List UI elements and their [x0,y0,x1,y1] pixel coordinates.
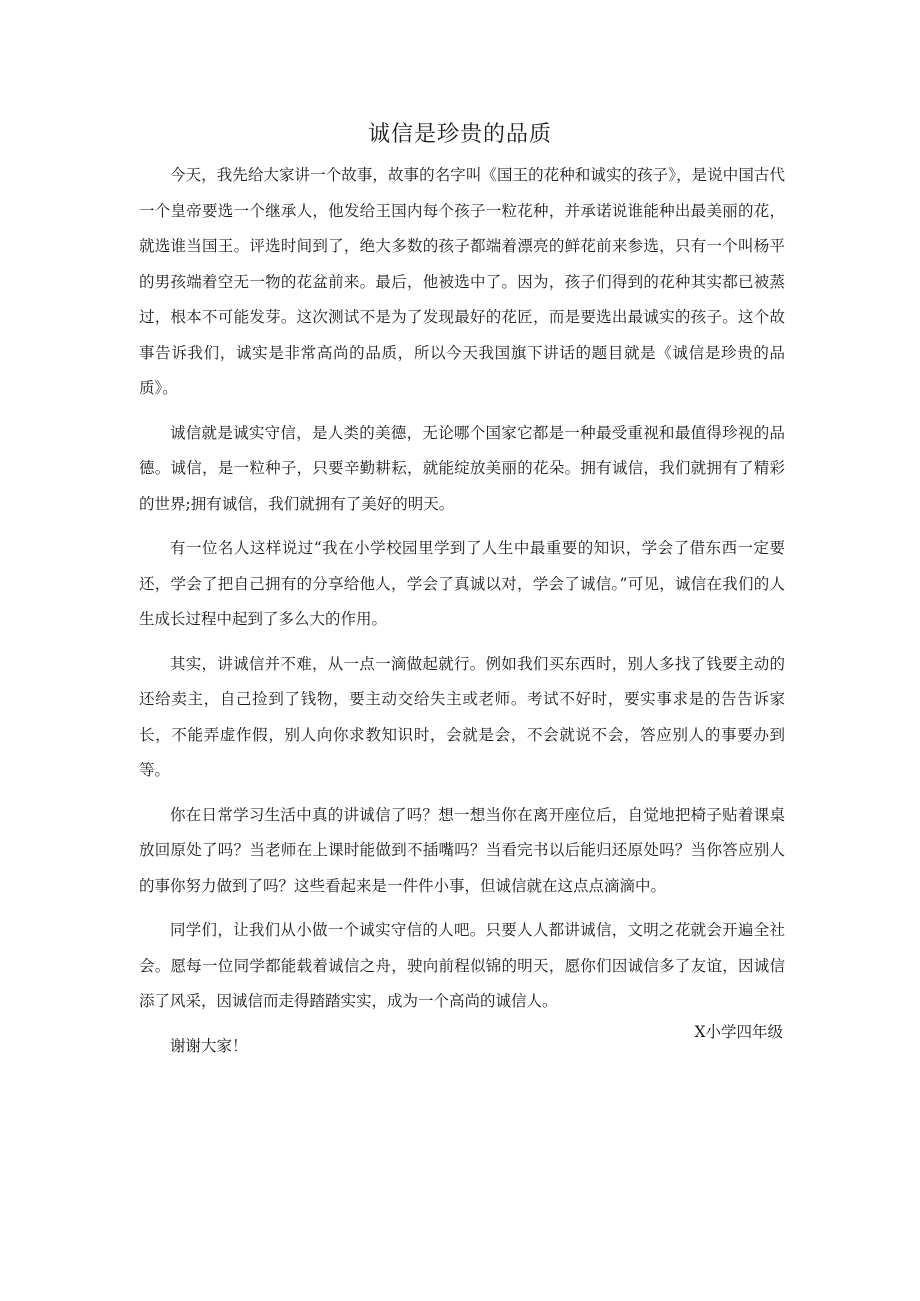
paragraph-quote: 有一位名人这样说过“我在小学校园里学到了人生中最重要的知识，学会了借东西一定要还，学会了把自己拥有的分享给他人，学会了真诚以对，学会了诚信。”可见，诚信在我们的人生成长过程中起到了多么大的作用。 [139,539,785,628]
paragraph-story: 今天，我先给大家讲一个故事，故事的名字叫《国王的花种和诚实的孩子》，是说中国古代一个皇帝要选一个继承人，他发给王国内每个孩子一粒花种，并承诺说谁能种出最美丽的花，就选谁当国王。评选时间到了，绝大多数的孩子都端着漂亮的鲜花前来参选，只有一个叫杨平的男孩端着空无一物的花盆前来。最后，他被选中了。因为，孩子们得到的花种其实都已被蒸过，根本不可能发芽。这次测试不是为了发现最好的花匠，而是要选出最诚实的孩子。这个故事告诉我们，诚实是非常高尚的品质，所以今天我国旗下讲话的题目就是《诚信是珍贵的品质》。 [139,166,785,397]
paragraph-examples: 其实，讲诚信并不难，从一点一滴做起就行。例如我们买东西时，别人多找了钱要主动的还给卖主，自己捡到了钱物，要主动交给失主或老师。考试不好时，要实事求是的告告诉家长，不能弄虚作假，别人向你求教知识时，会就是会，不会就说不会，答应别人的事要办到等。 [139,654,785,779]
closing-thanks: 谢谢大家！ [170,1036,248,1055]
document-body [139,158,785,1064]
paragraph-call-to-action: 同学们，让我们从小做一个诚实守信的人吧。只要人人都讲诚信，文明之花就会开遍全社会。愿每一位同学都能载着诚信之舟，驶向前程似锦的明天，愿你们因诚信多了友谊，因诚信添了风采，因诚信而走得踏踏实实，成为一个高尚的诚信人。 [139,921,785,1010]
paragraph-definition: 诚信就是诚实守信，是人类的美德，无论哪个国家它都是一种最受重视和最值得珍视的品德。诚信，是一粒种子，只要辛勤耕耘，就能绽放美丽的花朵。拥有诚信，我们就拥有了精彩的世界;拥有诚信，我们就拥有了美好的明天。 [139,423,785,513]
paragraph-questions: 你在日常学习生活中真的讲诚信了吗？想一想当你在离开座位后，自觉地把椅子贴着课桌放回原处了吗？当老师在上课时能做到不插嘴吗？当看完书以后能归还原处吗？当你答应别人的事你努力做到了吗？这些看起来是一件件小事，但诚信就在这点点滴滴中。 [139,805,785,895]
document-title: 诚信是珍贵的品质 [367,122,552,147]
signature: X小学四年级 [694,1023,783,1041]
